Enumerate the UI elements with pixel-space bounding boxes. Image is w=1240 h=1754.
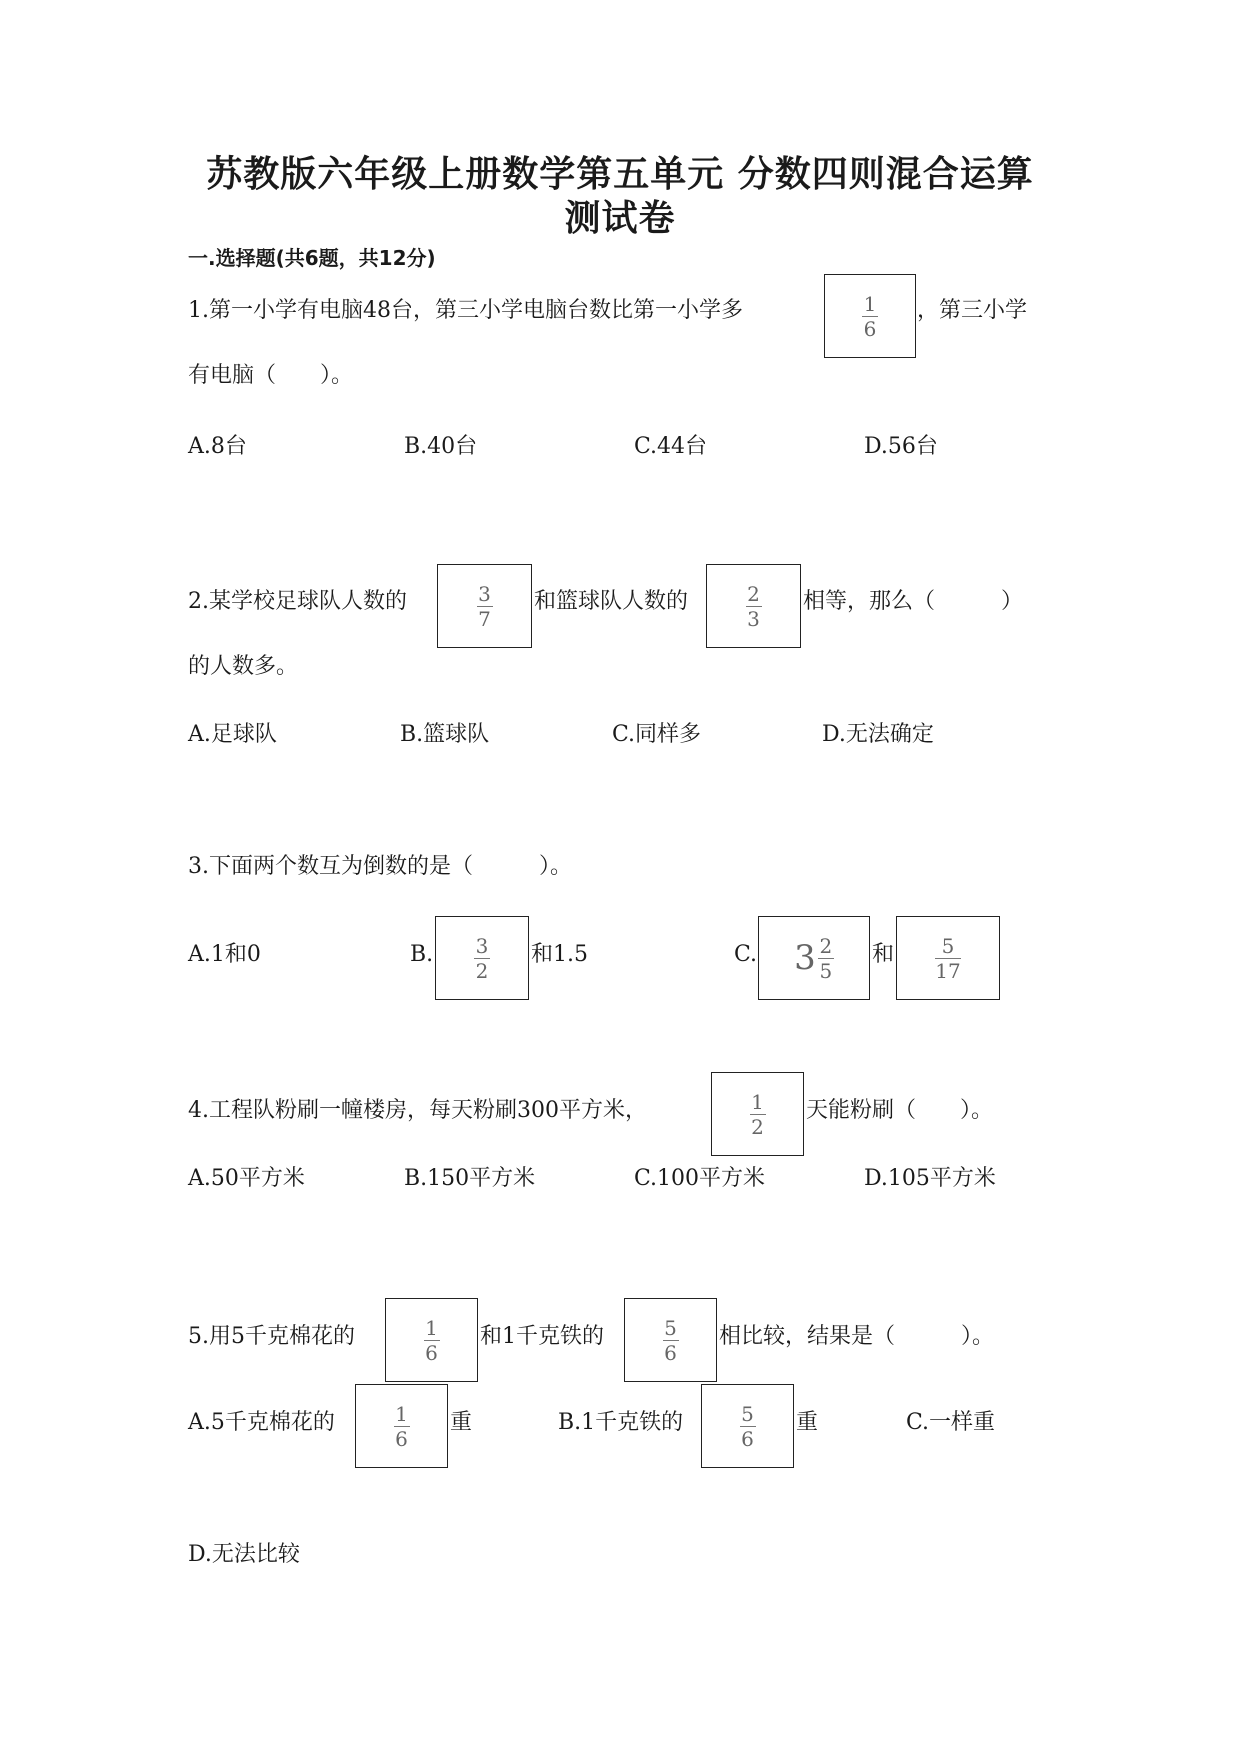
q5-option-a-fraction xyxy=(394,1403,410,1450)
q2-fraction2-box xyxy=(706,564,801,648)
q4-option-c[interactable]: C.100平方米 xyxy=(634,1166,766,1191)
q5-text-c: 相比较，结果是（ ）。 xyxy=(719,1324,995,1349)
q4-option-b[interactable]: B.150平方米 xyxy=(404,1166,536,1191)
q5-fraction2-numerator: 5 xyxy=(664,1315,677,1340)
q5-fraction2-box xyxy=(624,1298,717,1382)
q3-option-c-fraction xyxy=(935,935,960,982)
q3-option-b-tail: 和1.5 xyxy=(531,942,588,967)
q1-option-d[interactable]: D.56台 xyxy=(864,434,938,459)
q4-option-a[interactable]: A.50平方米 xyxy=(188,1166,305,1191)
q3-option-c-mixed-number xyxy=(794,935,834,982)
q5-fraction1-numerator: 1 xyxy=(425,1315,438,1340)
q1-fraction-denominator: 6 xyxy=(863,316,877,341)
q1-option-c[interactable]: C.44台 xyxy=(634,434,708,459)
q5-option-b-numerator: 5 xyxy=(741,1401,754,1426)
q2-text-b: 和篮球队人数的 xyxy=(534,589,689,614)
q4-fraction xyxy=(750,1091,766,1138)
q2-fraction2-denominator: 3 xyxy=(747,606,760,631)
q4-fraction-denominator: 2 xyxy=(751,1114,764,1139)
q3-option-c-mixed-fraction xyxy=(818,935,834,982)
q3-option-b-denominator: 2 xyxy=(475,958,489,983)
q3-option-c-mixed-numerator: 2 xyxy=(819,933,833,958)
q4-option-d[interactable]: D.105平方米 xyxy=(864,1166,996,1191)
q5-option-b-fraction xyxy=(740,1403,756,1450)
q3-option-c-fraction-box xyxy=(896,916,1000,1000)
q3-option-c-mixed-box xyxy=(758,916,870,1000)
q3-option-c-denominator: 17 xyxy=(935,958,961,983)
q5-text-a: 5.用5千克棉花的 xyxy=(188,1324,355,1349)
q3-option-c-label[interactable]: C. xyxy=(734,942,758,967)
q5-option-b-denominator: 6 xyxy=(741,1426,754,1451)
q4-fraction-numerator: 1 xyxy=(751,1089,764,1114)
q3-option-b-fraction xyxy=(474,935,490,982)
q2-text-a: 2.某学校足球队人数的 xyxy=(188,589,407,614)
section-heading: 一.选择题(共6题，共12分) xyxy=(188,246,436,270)
q2-fraction2-numerator: 2 xyxy=(747,581,760,606)
q5-option-c[interactable]: C.一样重 xyxy=(906,1410,996,1435)
q5-option-a-tail: 重 xyxy=(450,1410,473,1435)
q4-fraction-box xyxy=(711,1072,804,1156)
q3-option-c-numerator: 5 xyxy=(941,933,955,958)
page-title-line1: 苏教版六年级上册数学第五单元 分数四则混合运算 xyxy=(206,154,1034,195)
q2-option-b[interactable]: B.篮球队 xyxy=(400,722,490,747)
q3-option-b-label[interactable]: B. xyxy=(410,942,434,967)
q2-fraction2 xyxy=(746,583,762,630)
q3-option-c-mid: 和 xyxy=(872,942,895,967)
page-title-line2: 测试卷 xyxy=(564,198,676,239)
q5-fraction2-denominator: 6 xyxy=(664,1340,677,1365)
q3-option-c-mixed-denominator: 5 xyxy=(819,958,833,983)
q1-text-c: 有电脑（ ）。 xyxy=(188,363,354,388)
q2-option-a[interactable]: A.足球队 xyxy=(188,722,277,747)
q2-fraction1-box xyxy=(437,564,532,648)
q3-option-c-whole: 3 xyxy=(794,938,816,978)
q5-fraction2 xyxy=(663,1317,679,1364)
q2-text-c: 相等，那么（ ） xyxy=(803,589,1024,614)
q2-fraction1-numerator: 3 xyxy=(478,581,491,606)
q5-option-b[interactable]: B.1千克铁的 xyxy=(558,1410,684,1435)
q5-option-a-fraction-box xyxy=(355,1384,448,1468)
q1-text-b: ，第三小学 xyxy=(917,298,1028,323)
q1-fraction-numerator: 1 xyxy=(863,291,877,316)
q1-fraction xyxy=(862,293,878,340)
q5-option-b-fraction-box xyxy=(701,1384,794,1468)
q1-fraction-box xyxy=(824,274,916,358)
q1-option-a[interactable]: A.8台 xyxy=(188,434,247,459)
q5-text-b: 和1千克铁的 xyxy=(480,1324,604,1349)
q5-fraction1 xyxy=(424,1317,440,1364)
q1-option-b[interactable]: B.40台 xyxy=(404,434,478,459)
q3-option-b-numerator: 3 xyxy=(475,933,489,958)
q2-option-d[interactable]: D.无法确定 xyxy=(822,722,934,747)
q5-option-a[interactable]: A.5千克棉花的 xyxy=(188,1410,335,1435)
q5-option-b-tail: 重 xyxy=(796,1410,819,1435)
q5-option-a-numerator: 1 xyxy=(395,1401,408,1426)
q5-option-d[interactable]: D.无法比较 xyxy=(188,1542,300,1567)
q3-option-a[interactable]: A.1和0 xyxy=(188,942,261,967)
q3-option-b-fraction-box xyxy=(435,916,529,1000)
q4-text-a: 4.工程队粉刷一幢楼房，每天粉刷300平方米， xyxy=(188,1098,647,1123)
q2-fraction1 xyxy=(477,583,493,630)
q1-text-a: 1.第一小学有电脑48台，第三小学电脑台数比第一小学多 xyxy=(188,298,743,323)
q2-option-c[interactable]: C.同样多 xyxy=(612,722,702,747)
q2-text-d: 的人数多。 xyxy=(188,654,299,679)
q4-text-b: 天能粉刷（ ）。 xyxy=(806,1098,994,1123)
q5-fraction1-denominator: 6 xyxy=(425,1340,438,1365)
q5-option-a-denominator: 6 xyxy=(395,1426,408,1451)
q5-fraction1-box xyxy=(385,1298,478,1382)
q2-fraction1-denominator: 7 xyxy=(478,606,491,631)
q3-text: 3.下面两个数互为倒数的是（ ）。 xyxy=(188,854,572,879)
